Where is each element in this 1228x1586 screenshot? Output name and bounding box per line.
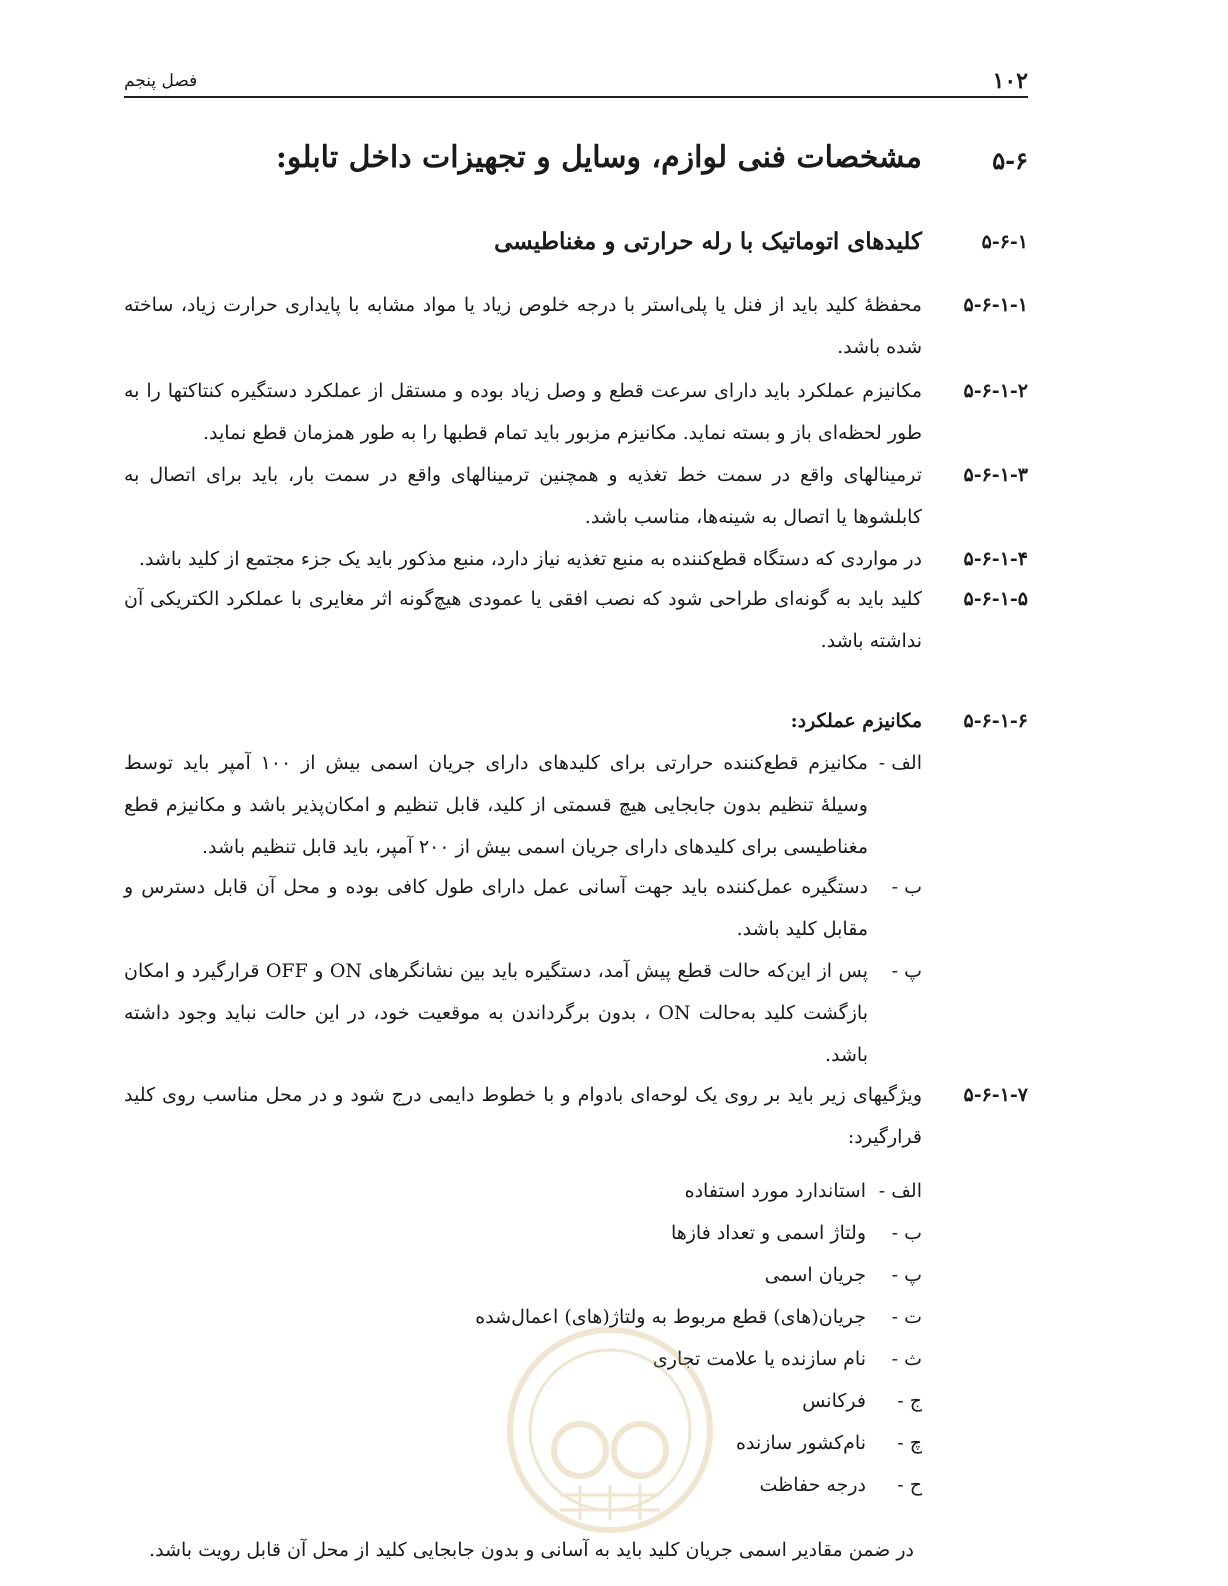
item-text: جریان(های) قطع مربوط به ولتاژ(های) اعمال‌شده [475, 1306, 866, 1328]
clause-number: ۵-۶-۱-۶ [963, 710, 1028, 732]
clause [124, 454, 1028, 538]
chapter-title: فصل پنجم [124, 71, 198, 91]
mechanism-clause [124, 700, 1028, 742]
item-label: ت - [891, 1306, 922, 1328]
item-text: نام‌کشور سازنده [736, 1432, 866, 1454]
clause-text: ویژگیهای زیر باید بر روی یک لوحه‌ای بادوام و با خطوط دایمی درج شود و در محل مناسب روی کلید قرارگیرد: [124, 1084, 922, 1148]
item-text: پس از این‌که حالت قطع پیش آمد، دستگیره باید بین نشانگرهای ON و OFF قرارگیرد و امکان بازگشت کلید به‌حالت ON ، بدون برگرداندن به موقعیت خود، در این حالت نباید وجود داشته باشد. [124, 960, 868, 1066]
clause-number: ۵-۶-۱-۴ [963, 548, 1028, 570]
clause-text: در مواردی که دستگاه قطع‌کننده به منبع تغذیه نیاز دارد، منبع مذکور باید یک جزء مجتمع از کلید باشد. [138, 548, 922, 570]
clause-title: مکانیزم عملکرد: [790, 710, 922, 732]
clause-text: مکانیزم عملکرد باید دارای سرعت قطع و وصل زیاد بوده و مستقل از عملکرد دستگیره کنتاکتها را به طور لحظه‌ای باز و بسته نماید. مکانیزم مزبور باید تمام قطبها را به طور همزمان قطع نماید. [124, 380, 922, 444]
item-label: ج - [897, 1390, 922, 1412]
clause-text: محفظهٔ کلید باید از فنل یا پلی‌استر با درجه خلوص زیاد یا مواد مشابه با پایداری حرارت زیاد، ساخته شده باشد. [124, 294, 922, 358]
item-text: نام سازنده یا علامت تجاری [652, 1348, 866, 1370]
item-label: پ - [891, 960, 922, 982]
list-item [422, 1264, 922, 1304]
item-text: جریان اسمی [764, 1264, 866, 1286]
subsection-number: ۵-۶-۱ [981, 231, 1028, 253]
item-label: پ - [891, 1264, 922, 1286]
item-text: درجه حفاظت [759, 1474, 866, 1496]
clause-text: کلید باید به گونه‌ای طراحی شود که نصب افقی یا عمودی هیچ‌گونه اثر مغایری با عملکرد الکتریکی آن نداشته باشد. [124, 588, 922, 652]
item-label: ح - [897, 1474, 922, 1496]
clause [124, 578, 1028, 662]
clause-number: ۵-۶-۱-۲ [963, 380, 1028, 402]
clause [124, 370, 1028, 454]
list-item [124, 950, 922, 1076]
item-text: فرکانس [802, 1390, 866, 1412]
page-header [124, 66, 1028, 98]
section-title: مشخصات فنی لوازم، وسایل و تجهیزات داخل تابلو: [275, 140, 922, 175]
clause-text: ترمینالهای واقع در سمت خط تغذیه و همچنین ترمینالهای واقع در سمت بار، باید برای اتصال به کابلشوها یا اتصال به شینه‌ها، مناسب باشد. [124, 464, 922, 528]
item-label: ب - [891, 876, 922, 898]
item-text: ولتاژ اسمی و تعداد فازها [670, 1222, 866, 1244]
item-label: چ - [897, 1432, 922, 1454]
item-label: ث - [891, 1348, 922, 1370]
item-text: دستگیره عمل‌کننده باید جهت آسانی عمل دارای طول کافی بوده و محل آن قابل دسترس و مقابل کلید باشد. [124, 876, 868, 940]
clause-number: ۵-۶-۱-۵ [963, 588, 1028, 610]
item-label: الف - [878, 752, 922, 774]
subsection-title: کلیدهای اتوماتیک با رله حرارتی و مغناطیسی [494, 228, 922, 255]
item-text: مکانیزم قطع‌کننده حرارتی برای کلیدهای دارای جریان اسمی بیش از ۱۰۰ آمپر باید توسط وسیلهٔ تنظیم بدون جابجایی هیچ قسمتی از کلید، قابل تنظیم و امکان‌پذیر باشد و مکانیزم قطع مغناطیسی برای کلیدهای دارای جریان اسمی بیش از ۲۰۰ آمپر، باید قابل تنظیم باشد. [124, 752, 868, 858]
item-text: استاندارد مورد استفاده [684, 1180, 866, 1202]
clause [124, 538, 1028, 580]
clause-number: ۵-۶-۱-۱ [963, 294, 1028, 316]
item-label: ب - [891, 1222, 922, 1244]
clause-number: ۵-۶-۱-۷ [963, 1084, 1028, 1106]
list-item [124, 866, 922, 950]
page-number: ۱۰۲ [992, 68, 1028, 94]
item-label: الف - [878, 1180, 922, 1202]
list-item [124, 742, 922, 868]
nameplate-clause [124, 1074, 1028, 1158]
list-item [422, 1180, 922, 1220]
clause [124, 284, 1028, 368]
list-item [422, 1222, 922, 1262]
clause-number: ۵-۶-۱-۳ [963, 464, 1028, 486]
section-number: ۵-۶ [992, 146, 1028, 175]
watermark-seal-icon [500, 1320, 720, 1540]
final-note: در ضمن مقادیر اسمی جریان کلید باید به آسانی و بدون جابجایی کلید از محل آن قابل رویت باشد. [149, 1539, 914, 1561]
